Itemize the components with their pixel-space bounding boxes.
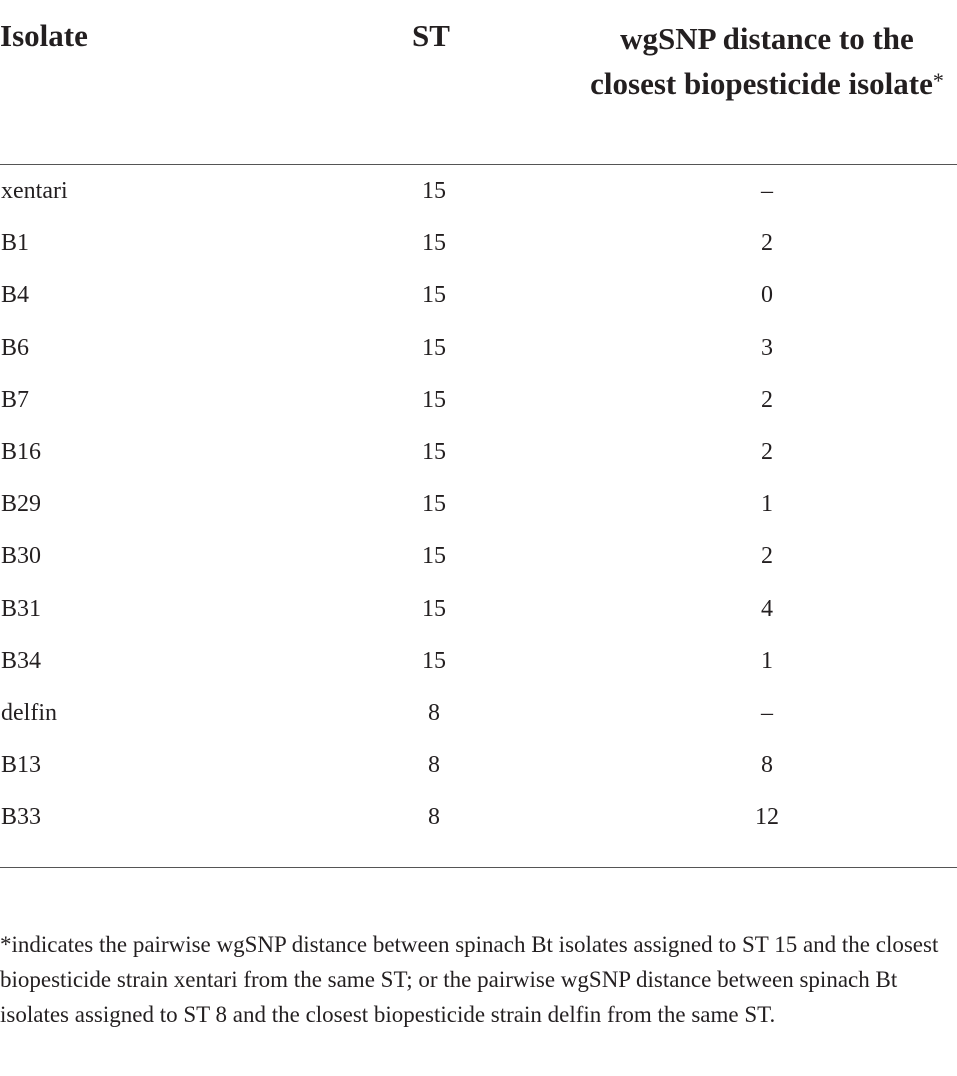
table-body [0, 165, 957, 868]
table-row [0, 693, 957, 745]
table-row [0, 536, 957, 588]
table-row [0, 380, 957, 432]
cell-isolate: B7 [1, 386, 30, 413]
header-distance-text: wgSNP distance to the closest biopesticide isolate [590, 21, 933, 101]
cell-distance: 4 [761, 595, 773, 622]
cell-st: 15 [422, 491, 446, 518]
cell-st: 15 [422, 595, 446, 622]
table-row [0, 171, 957, 223]
table-footnote: *indicates the pairwise wgSNP distance between spinach Bt isolates assigned to ST 15 and the closest biopesticide strain xentari from the same ST; or the pairwise wgSNP distance between spinach Bt isolates assigned to ST 8 and the closest biopesticide strain delfin from the same ST. [0, 932, 939, 1027]
cell-isolate: B29 [1, 491, 42, 518]
table-row [0, 328, 957, 380]
cell-isolate: xentari [1, 178, 68, 204]
cell-distance: 2 [761, 438, 773, 465]
cell-isolate: B31 [1, 595, 42, 622]
cell-isolate: B6 [1, 334, 30, 361]
cell-isolate: B30 [1, 543, 42, 570]
cell-distance: 1 [761, 647, 773, 674]
cell-distance: 2 [761, 386, 773, 413]
header-distance [578, 18, 956, 105]
cell-st: 15 [422, 647, 446, 674]
cell-distance: 2 [761, 543, 773, 570]
cell-st: 15 [422, 334, 446, 361]
table-row [0, 432, 957, 484]
cell-distance: 1 [761, 491, 773, 518]
cell-st: 8 [428, 804, 440, 831]
cell-st: 15 [422, 386, 446, 413]
header-st: ST [412, 18, 450, 53]
table-row [0, 223, 957, 275]
cell-distance: 3 [761, 334, 773, 361]
cell-st: 15 [422, 178, 446, 204]
table-row [0, 275, 957, 327]
cell-st: 15 [422, 230, 446, 257]
cell-isolate: B13 [1, 752, 42, 779]
cell-isolate: B4 [1, 282, 30, 309]
cell-distance: – [761, 178, 773, 204]
cell-distance: 2 [761, 230, 773, 257]
table-header [0, 0, 957, 165]
table-row [0, 484, 957, 536]
cell-distance: – [761, 699, 773, 726]
table-row [0, 589, 957, 641]
cell-distance: 12 [755, 804, 779, 831]
cell-st: 8 [428, 752, 440, 779]
cell-st: 8 [428, 699, 440, 726]
cell-isolate: B33 [1, 804, 42, 831]
header-distance-marker: * [932, 68, 944, 93]
cell-st: 15 [422, 438, 446, 465]
cell-distance: 8 [761, 752, 773, 779]
cell-distance: 0 [761, 282, 773, 309]
cell-isolate: B1 [1, 230, 30, 257]
cell-st: 15 [422, 282, 446, 309]
header-isolate: Isolate [0, 18, 88, 53]
cell-isolate: delfin [1, 699, 57, 726]
cell-isolate: B16 [1, 438, 42, 465]
cell-st: 15 [422, 543, 446, 570]
cell-isolate: B34 [1, 647, 42, 674]
table-row [0, 797, 957, 849]
table-row [0, 641, 957, 693]
table-row [0, 745, 957, 797]
